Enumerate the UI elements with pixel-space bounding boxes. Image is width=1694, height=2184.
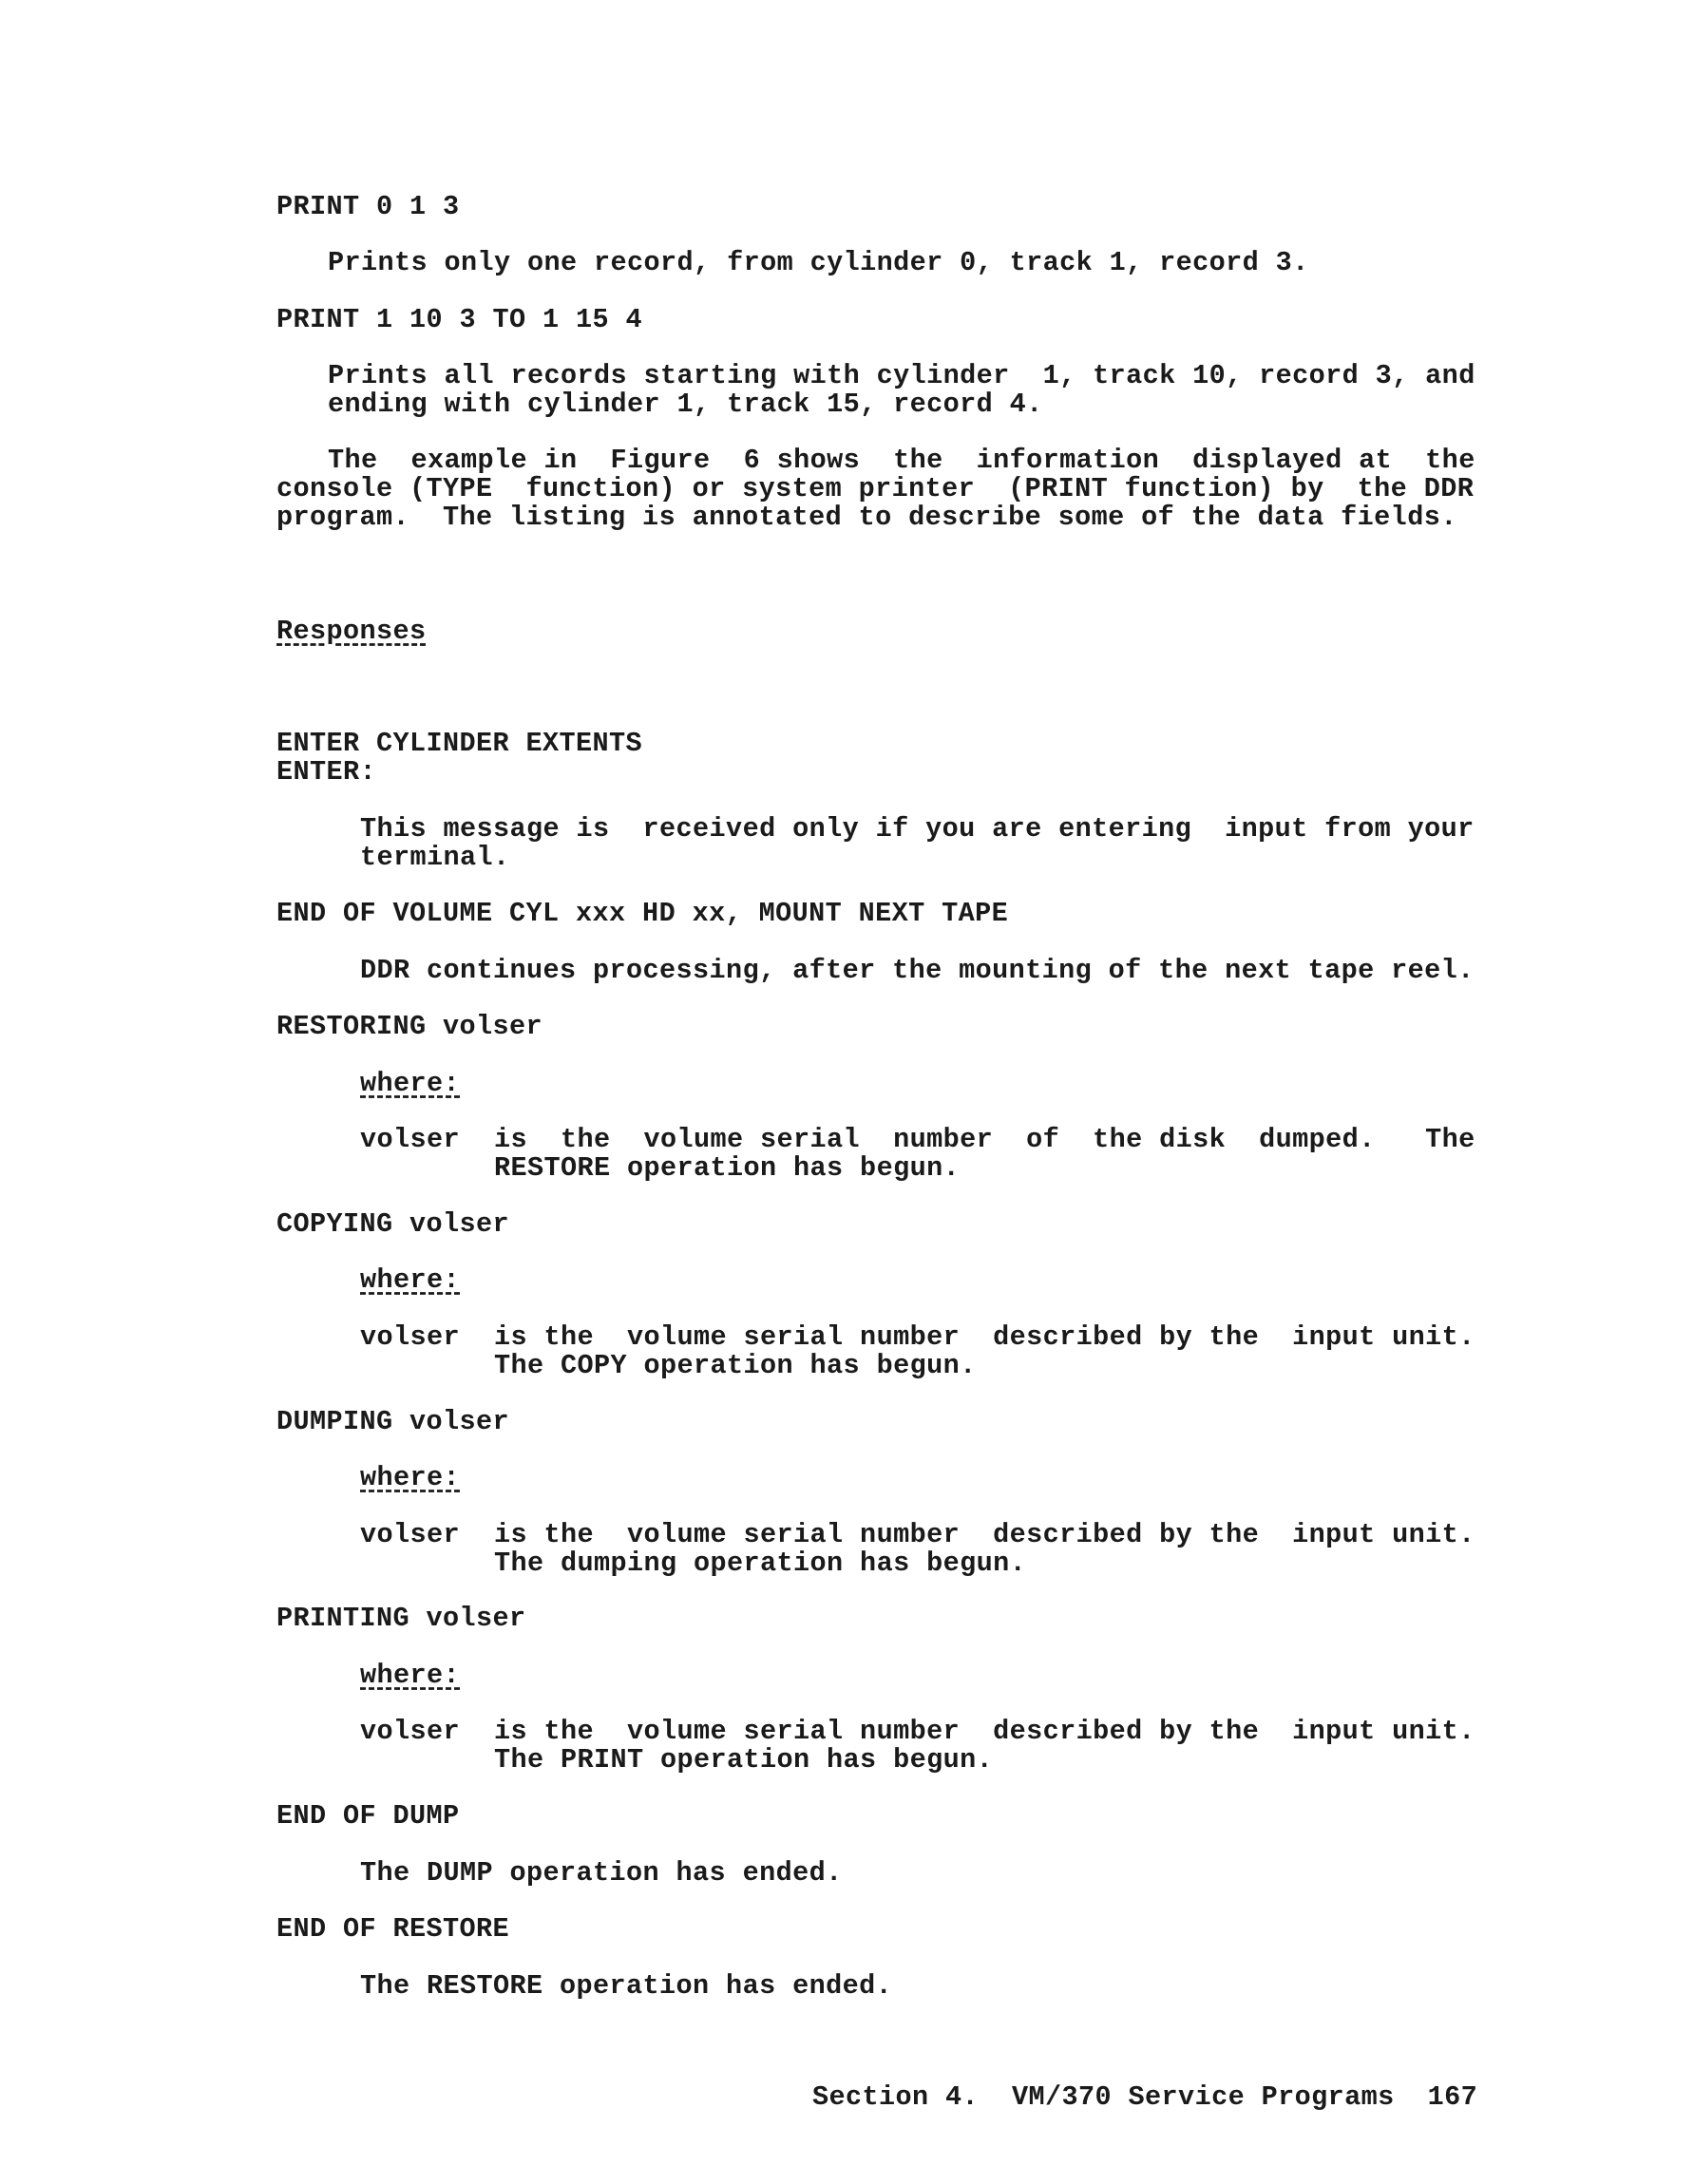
message-restoring: RESTORING volser	[276, 1011, 543, 1042]
where-label: where:	[360, 1068, 461, 1099]
message-end-of-volume-description: DDR continues processing, after the mounting of the next tape reel.	[360, 955, 1475, 986]
printing-description-line-2: The PRINT operation has begun.	[494, 1744, 994, 1776]
volser-term: volser	[360, 1519, 461, 1550]
restoring-description-line-1: is the volume serial number of the disk dumped. The	[494, 1124, 1475, 1155]
message-end-of-volume: END OF VOLUME CYL xxx HD xx, MOUNT NEXT TAPE	[276, 898, 1009, 929]
message-printing: PRINTING volser	[276, 1603, 526, 1634]
page-footer: Section 4. VM/370 Service Programs 167	[812, 2081, 1478, 2113]
where-label: where:	[360, 1660, 461, 1691]
message-end-of-restore: END OF RESTORE	[276, 1913, 510, 1945]
command-print-single: PRINT 0 1 3	[276, 191, 460, 222]
intro-paragraph-line-2: console (TYPE function) or system printer (PRINT function) by the DDR	[276, 473, 1475, 504]
message-dumping: DUMPING volser	[276, 1406, 510, 1437]
section-heading-responses: Responses	[276, 616, 427, 647]
message-enter-cylinder-extents: ENTER CYLINDER EXTENTS	[276, 728, 643, 759]
restoring-description-line-2: RESTORE operation has begun.	[494, 1152, 961, 1184]
volser-term: volser	[360, 1716, 461, 1747]
dumping-description-line-1: is the volume serial number described by the input unit.	[494, 1519, 1475, 1550]
end-of-restore-description: The RESTORE operation has ended.	[360, 1970, 893, 2002]
intro-paragraph-line-1: The example in Figure 6 shows the information displayed at the	[328, 445, 1475, 476]
printing-description-line-1: is the volume serial number described by the input unit.	[494, 1716, 1475, 1747]
end-of-dump-description: The DUMP operation has ended.	[360, 1857, 843, 1889]
copying-description-line-1: is the volume serial number described by the input unit.	[494, 1321, 1475, 1353]
command-print-range-description-line-1: Prints all records starting with cylinder 1, track 10, record 3, and	[328, 360, 1475, 391]
volser-term: volser	[360, 1124, 461, 1155]
command-print-range: PRINT 1 10 3 TO 1 15 4	[276, 304, 643, 335]
command-print-single-description: Prints only one record, from cylinder 0, track 1, record 3.	[328, 247, 1309, 278]
message-enter-description-line-2: terminal.	[360, 842, 510, 873]
copying-description-line-2: The COPY operation has begun.	[494, 1350, 977, 1381]
message-enter-description-line-1: This message is received only if you are entering input from your	[360, 813, 1475, 845]
message-copying: COPYING volser	[276, 1208, 510, 1240]
volser-term: volser	[360, 1321, 461, 1353]
where-label: where:	[360, 1462, 461, 1493]
message-enter-prompt: ENTER:	[276, 756, 377, 788]
where-label: where:	[360, 1264, 461, 1296]
dumping-description-line-2: The dumping operation has begun.	[494, 1548, 1027, 1579]
message-end-of-dump: END OF DUMP	[276, 1800, 460, 1832]
command-print-range-description-line-2: ending with cylinder 1, track 15, record 4.	[328, 389, 1043, 420]
intro-paragraph-line-3: program. The listing is annotated to describe some of the data fields.	[276, 502, 1457, 533]
